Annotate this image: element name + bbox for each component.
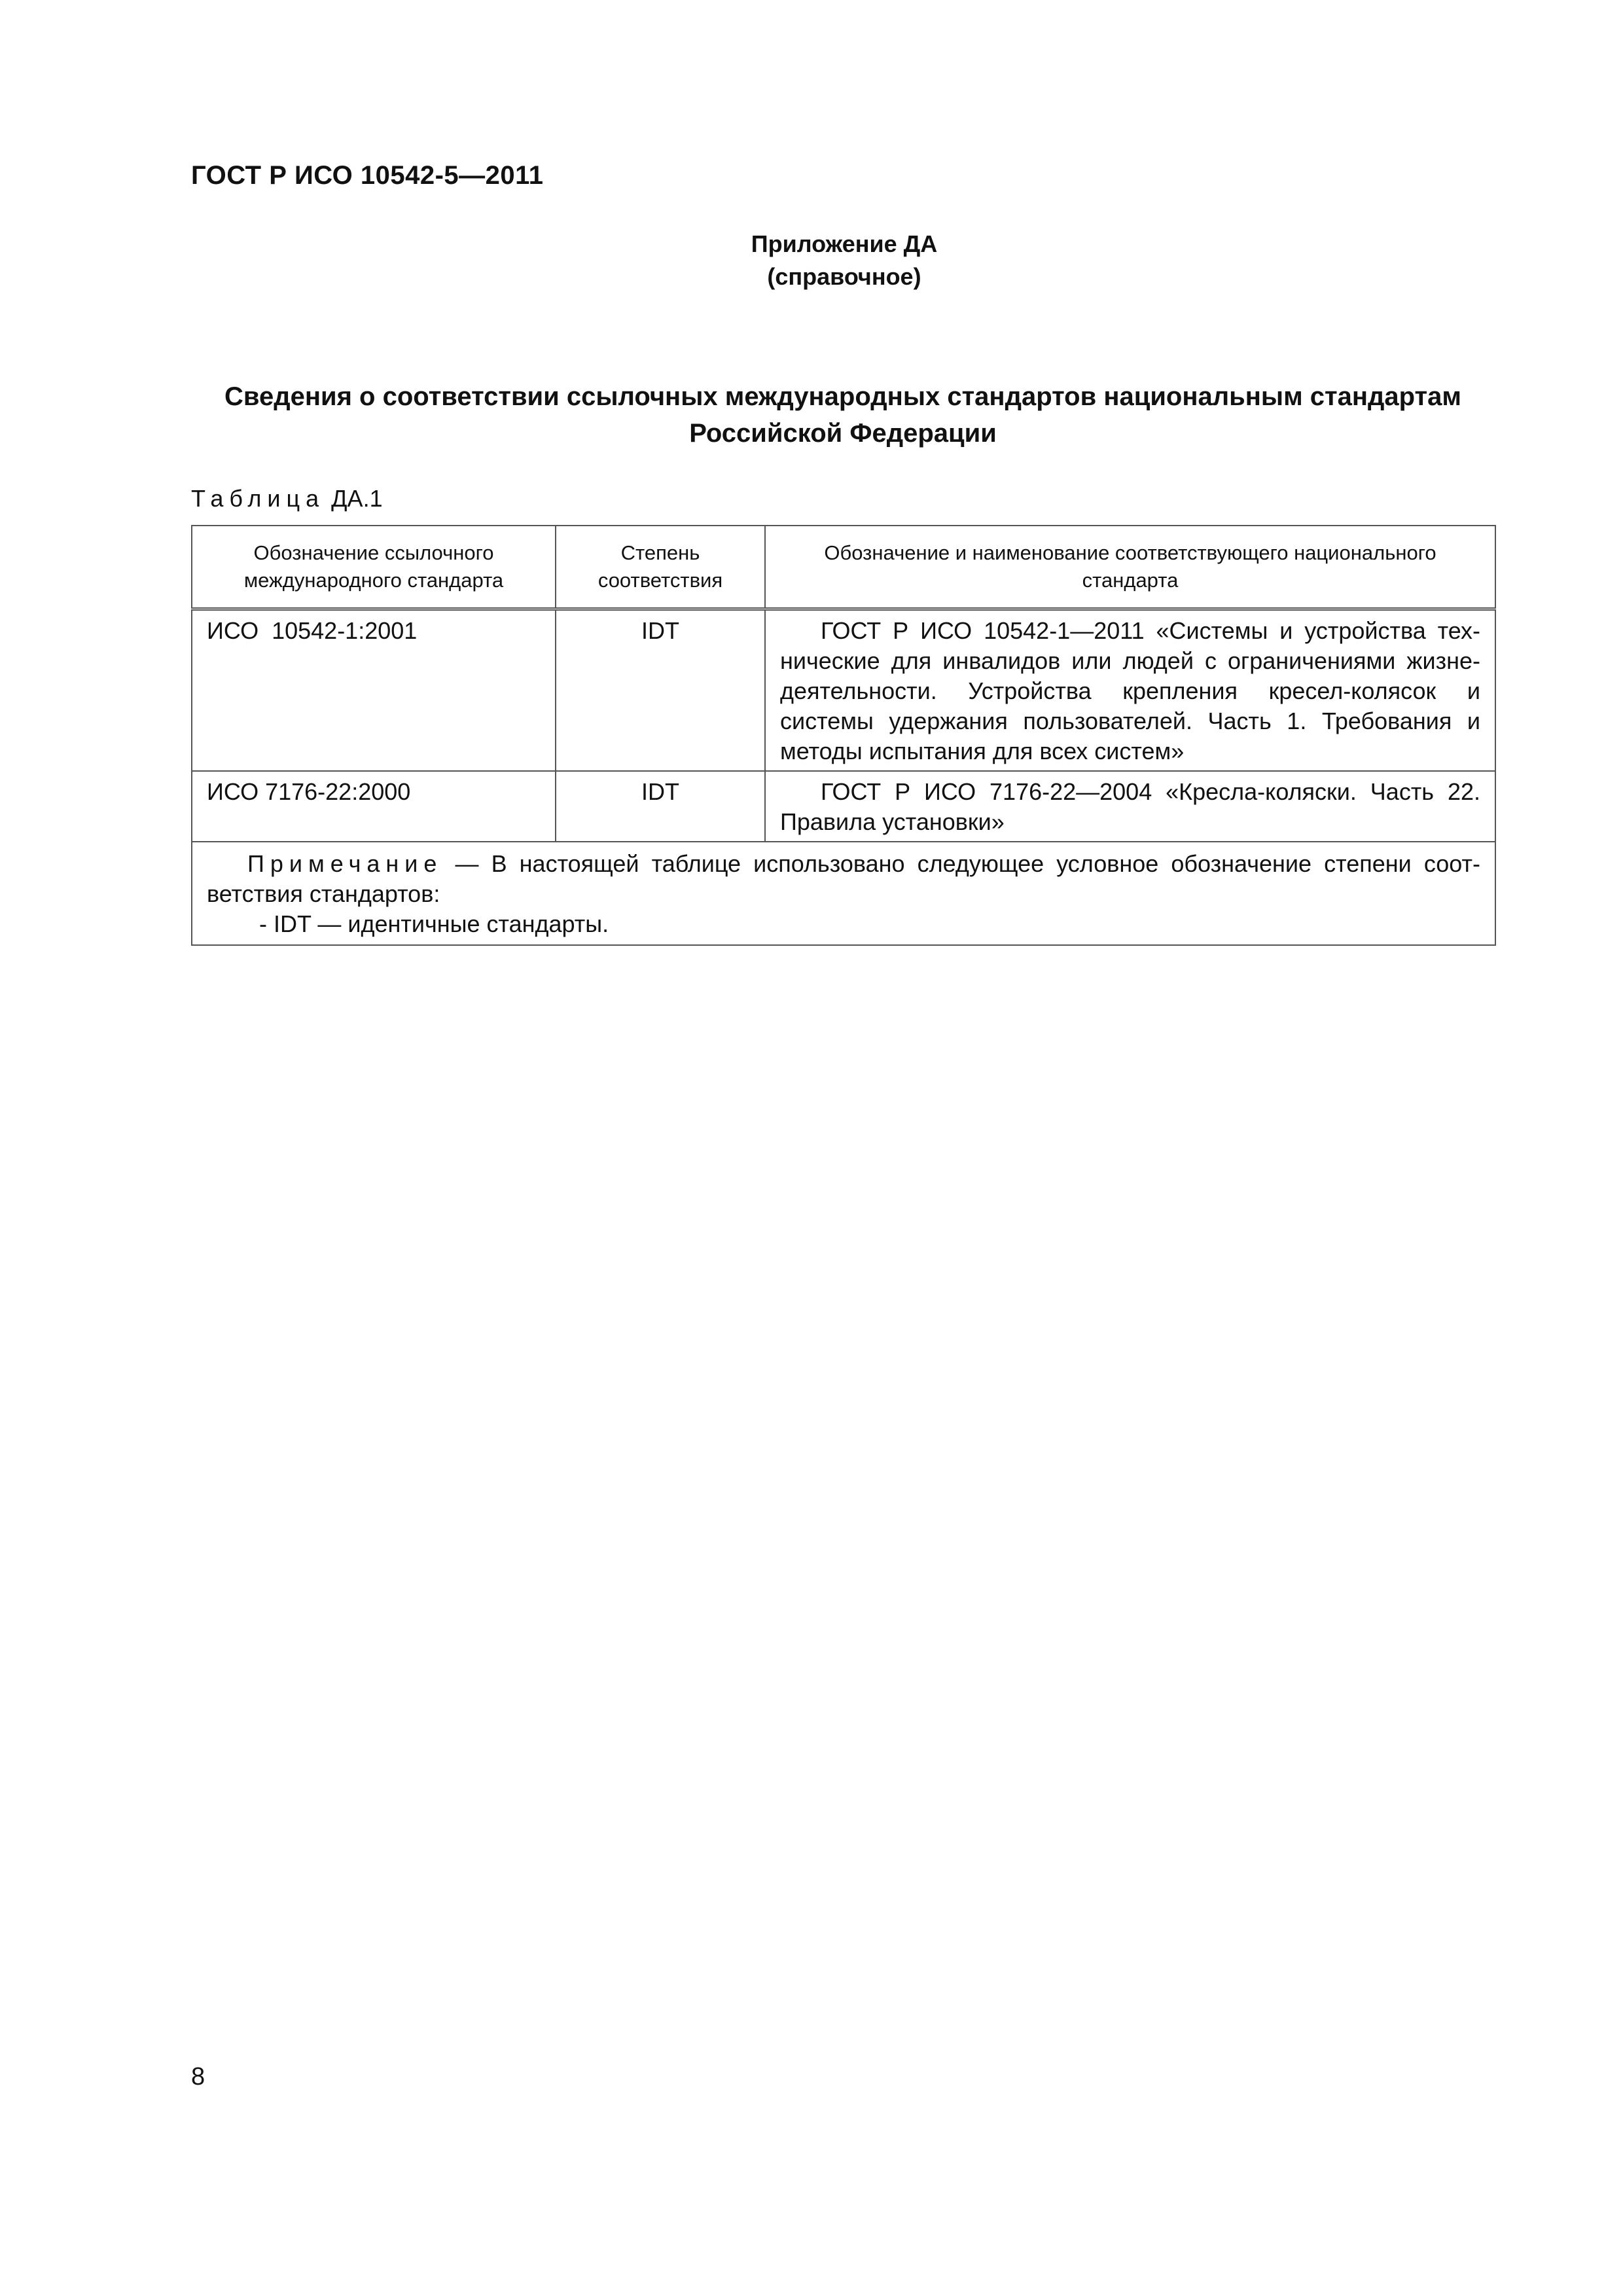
- table-caption: [191, 483, 383, 514]
- section-title-line2: Российской Федерации: [689, 419, 997, 448]
- header-national-standard: Обозначение и наименование соответствующего национального стандарта: [765, 526, 1495, 609]
- cell-intl-standard: ИСО 7176-22:2000: [192, 771, 556, 842]
- cell-degree: IDT: [556, 771, 765, 842]
- cell-degree: IDT: [556, 609, 765, 772]
- cell-national-standard: ГОСТ Р ИСО 10542-1—2011 «Системы и устройства технические для инвалидов или людей с ограничениями жизнедеятельности. Устройства крепления кресел-колясок и системы удержания пользователей. Часть 1. Требования и методы испытания для всех систем»: [765, 609, 1495, 772]
- table-note-row: [192, 842, 1495, 945]
- table-header-row: [192, 526, 1495, 609]
- appendix-title: Приложение ДА: [751, 230, 938, 257]
- table-row: [192, 609, 1495, 772]
- section-title-line1: Сведения о соответствии ссылочных международных стандартов национальным стандартам: [224, 382, 1461, 411]
- table-caption-number: ДА.1: [331, 485, 383, 512]
- note-list-item: - IDT — идентичные стандарты.: [259, 910, 609, 937]
- note-label: Примечание: [247, 850, 443, 877]
- header-intl-standard: Обозначение ссылочного международного стандарта: [192, 526, 556, 609]
- table-row: [192, 771, 1495, 842]
- note-text: [207, 849, 1480, 909]
- section-title: [191, 378, 1495, 452]
- document-code-header: ГОСТ Р ИСО 10542-5—2011: [191, 161, 544, 190]
- appendix-kind: (справочное): [767, 263, 921, 290]
- table-note: [192, 842, 1495, 945]
- table-caption-word: Таблица: [191, 485, 325, 512]
- standards-correspondence-table: [191, 525, 1496, 946]
- note-body: — В настоящей таблице использовано следующее условное обозначение степени соответствия стандартов:: [207, 850, 1480, 907]
- cell-national-standard: ГОСТ Р ИСО 7176-22—2004 «Кресла-коляски. Часть 22. Правила установки»: [765, 771, 1495, 842]
- cell-intl-standard: ИСО 10542-1:2001: [192, 609, 556, 772]
- appendix-heading: [0, 228, 1623, 293]
- page-number: 8: [191, 2063, 205, 2090]
- header-degree: Степень соответствия: [556, 526, 765, 609]
